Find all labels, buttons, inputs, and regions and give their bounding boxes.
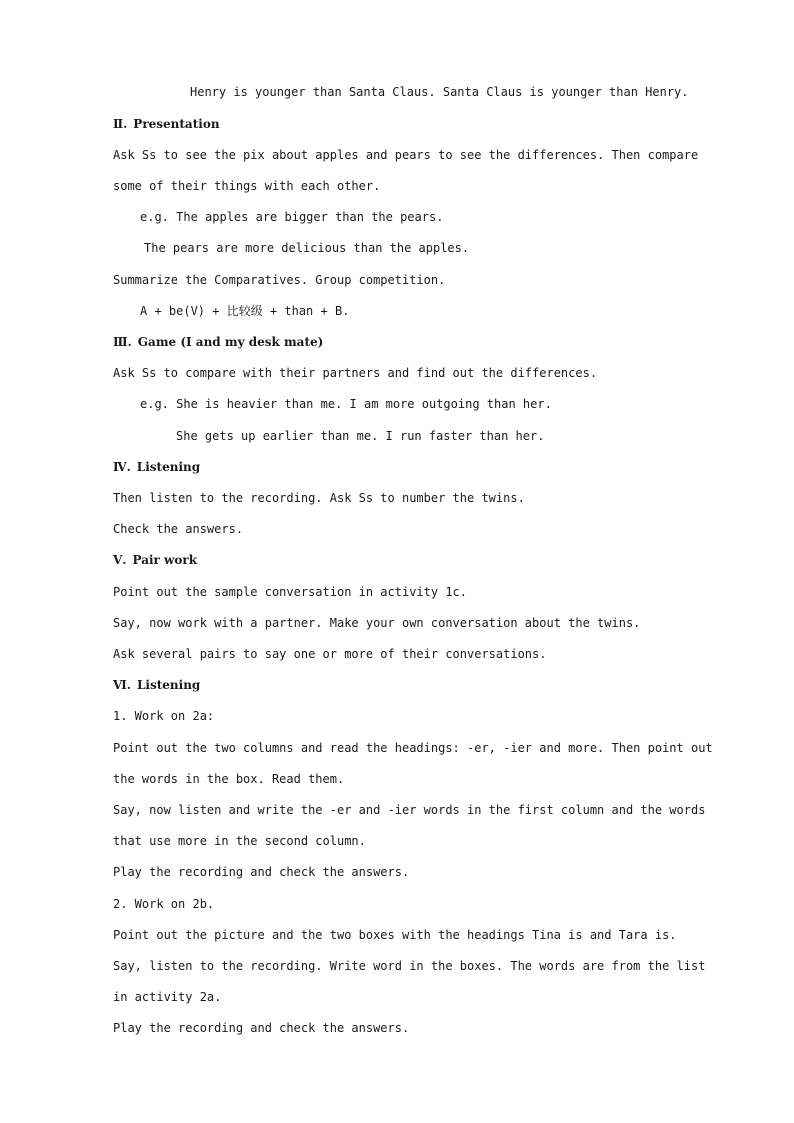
section-title: Listening <box>136 678 201 692</box>
section-number: Ⅴ. <box>113 553 127 567</box>
paragraph-line: Then listen to the recording. Ask Ss to number the twins. <box>113 491 525 505</box>
paragraph-line: Point out the two columns and read the headings: -er, -ier and more. Then point out <box>113 741 713 755</box>
paragraph-line: Say, now work with a partner. Make your own conversation about the twins. <box>113 616 641 630</box>
paragraph-line: Say, now listen and write the -er and -ier words in the first column and the words <box>113 803 706 817</box>
section-number: Ⅳ. <box>113 460 131 474</box>
example-sentence-line: Henry is younger than Santa Claus. Santa Claus is younger than Henry. <box>190 85 689 99</box>
example-line: She gets up earlier than me. I run faster than her. <box>176 429 545 443</box>
section-number: Ⅵ. <box>113 678 131 692</box>
paragraph-line: Summarize the Comparatives. Group competition. <box>113 273 446 287</box>
paragraph-line: that use more in the second column. <box>113 834 366 848</box>
paragraph-line: some of their things with each other. <box>113 179 381 193</box>
paragraph-line: Say, listen to the recording. Write word in the boxes. The words are from the list <box>113 959 706 973</box>
paragraph-line: 2. Work on 2b. <box>113 897 215 911</box>
section-title: Presentation <box>133 117 220 131</box>
section-heading-listening-2 <box>113 677 693 693</box>
paragraph-line: the words in the box. Read them. <box>113 772 345 786</box>
paragraph-line: Play the recording and check the answers. <box>113 865 410 879</box>
paragraph-line: 1. Work on 2a: <box>113 709 215 723</box>
example-line: The pears are more delicious than the apples. <box>144 241 470 255</box>
section-heading-game <box>113 334 693 350</box>
section-heading-listening <box>113 459 693 475</box>
section-title: Pair work <box>132 553 198 567</box>
section-number: Ⅲ. <box>113 335 132 349</box>
paragraph-line: in activity 2a. <box>113 990 222 1004</box>
paragraph-line: Point out the sample conversation in activity 1c. <box>113 585 468 599</box>
section-title: Game (I and my desk mate) <box>137 335 324 349</box>
paragraph-line: Point out the picture and the two boxes with the headings Tina is and Tara is. <box>113 928 677 942</box>
paragraph-line: Ask Ss to compare with their partners and find out the differences. <box>113 366 598 380</box>
paragraph-line: Check the answers. <box>113 522 244 536</box>
paragraph-line: Play the recording and check the answers. <box>113 1021 410 1035</box>
formula-line: A + be(V) + 比较级 + than + B. <box>140 304 350 318</box>
paragraph-line: Ask several pairs to say one or more of their conversations. <box>113 647 547 661</box>
paragraph-line: Ask Ss to see the pix about apples and pears to see the differences. Then compare <box>113 148 699 162</box>
section-title: Listening <box>136 460 201 474</box>
section-number: Ⅱ. <box>113 117 128 131</box>
section-heading-pair-work <box>113 552 693 568</box>
section-heading-presentation <box>113 116 693 132</box>
example-line: e.g. The apples are bigger than the pears. <box>140 210 444 224</box>
example-line: e.g. She is heavier than me. I am more outgoing than her. <box>140 397 552 411</box>
